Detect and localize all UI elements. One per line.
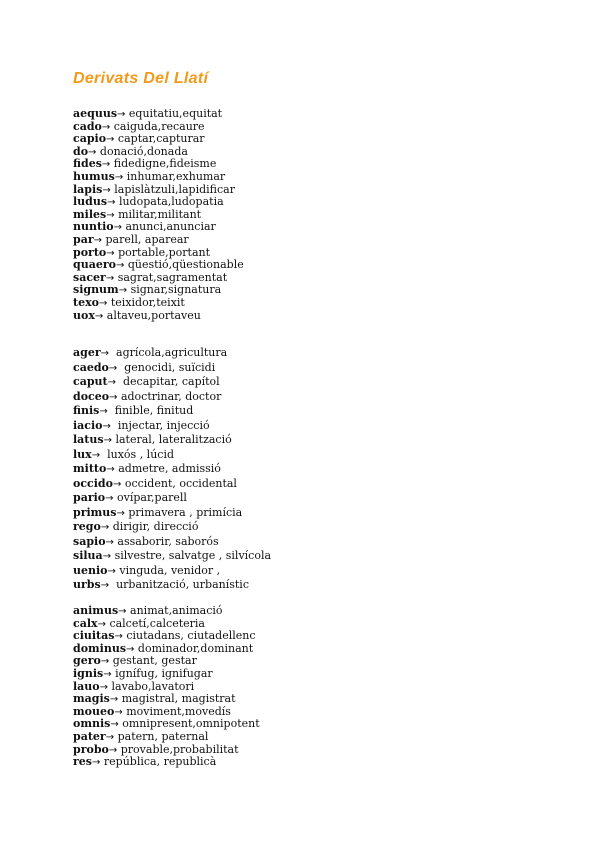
derivative-words: moviment,movedís <box>122 704 231 718</box>
word-entry <box>73 346 573 361</box>
arrow-icon: → <box>94 310 104 322</box>
arrow-icon: → <box>91 449 101 461</box>
arrow-icon: → <box>101 121 111 133</box>
derivative-words: signar,signatura <box>127 283 222 297</box>
latin-word: doceo <box>73 389 110 403</box>
latin-word: iacio <box>73 418 103 432</box>
arrow-icon: → <box>103 435 112 446</box>
latin-word: quaero <box>73 258 116 272</box>
latin-word: signum <box>73 283 119 297</box>
word-entry <box>73 535 573 550</box>
derivative-words: caiguda,recaure <box>110 119 205 133</box>
arrow-icon: → <box>102 551 112 562</box>
latin-word: par <box>73 232 94 246</box>
word-entry <box>73 564 573 579</box>
latin-word: lauo <box>73 679 100 693</box>
arrow-icon: → <box>92 757 101 769</box>
derivative-words: anunci,anunciar <box>121 220 216 234</box>
derivative-words: lavabo,lavatori <box>108 679 195 693</box>
arrow-icon: → <box>114 706 123 718</box>
arrow-icon: → <box>106 209 115 221</box>
arrow-icon: → <box>126 643 135 655</box>
latin-word: silua <box>73 549 103 562</box>
latin-word: primus <box>73 505 117 519</box>
arrow-icon: → <box>102 420 111 432</box>
word-entry <box>73 448 573 463</box>
derivative-words: ludopata,ludopatia <box>115 195 224 209</box>
arrow-icon: → <box>100 656 110 668</box>
latin-word: gero <box>73 654 101 668</box>
derivative-words: admetre, admissió <box>114 462 221 475</box>
arrow-icon: → <box>113 222 122 234</box>
latin-word: nuntio <box>73 220 114 234</box>
arrow-icon: → <box>117 109 126 120</box>
arrow-icon: → <box>93 234 103 246</box>
latin-word: uox <box>73 308 95 322</box>
word-entry <box>73 390 573 405</box>
latin-word: pario <box>73 491 106 504</box>
derivative-words: inhumar,exhumar <box>123 169 226 183</box>
latin-word: finis <box>73 404 100 417</box>
arrow-icon: → <box>100 522 110 533</box>
arrow-icon: → <box>105 731 115 743</box>
arrow-icon: → <box>102 184 111 196</box>
latin-word: res <box>73 755 92 769</box>
derivative-words: genocidi, suïcidi <box>117 360 216 374</box>
latin-word: do <box>73 144 89 158</box>
derivative-words: dirigir, direcció <box>109 520 199 533</box>
latin-word: rego <box>73 520 101 533</box>
latin-word: animus <box>73 604 119 617</box>
arrow-icon: → <box>101 159 111 171</box>
word-entry <box>73 462 573 477</box>
derivative-words: assaborir, saborós <box>113 534 219 548</box>
latin-word: occido <box>73 476 113 490</box>
arrow-icon: → <box>112 478 122 490</box>
arrow-icon: → <box>105 272 115 284</box>
derivative-words: occident, occidental <box>121 476 237 490</box>
latin-word: probo <box>73 742 109 756</box>
arrow-icon: → <box>97 618 106 630</box>
arrow-icon: → <box>105 493 114 504</box>
word-entry <box>73 477 573 492</box>
latin-word: fides <box>73 157 102 171</box>
derivative-words: sagrat,sagramentat <box>114 270 228 284</box>
latin-word: caedo <box>73 360 109 374</box>
derivative-words: lapislàtzuli,lapidificar <box>110 182 235 196</box>
word-group-3 <box>73 605 573 769</box>
word-entry <box>73 404 573 419</box>
derivative-words: finible, finitud <box>107 404 194 417</box>
derivative-words: portable,portant <box>114 245 211 259</box>
derivative-words: agrícola,agricultura <box>109 346 228 359</box>
latin-word: aequus <box>73 107 118 120</box>
word-entry <box>73 361 573 376</box>
arrow-icon: → <box>110 719 119 731</box>
word-group-2 <box>73 346 573 593</box>
arrow-icon: → <box>107 377 116 388</box>
latin-word: capio <box>73 132 107 146</box>
arrow-icon: → <box>106 464 115 475</box>
arrow-icon: → <box>115 260 125 272</box>
latin-word: lux <box>73 447 92 461</box>
arrow-icon: → <box>116 507 125 519</box>
derivative-words: omnipresent,omnipotent <box>118 717 260 731</box>
derivative-words: provable,probabilitat <box>117 742 239 756</box>
derivative-words: luxós , lúcid <box>100 447 175 461</box>
arrow-icon: → <box>109 391 118 403</box>
latin-word: uenio <box>73 563 108 577</box>
word-entry <box>73 578 573 593</box>
arrow-icon: → <box>105 536 114 548</box>
latin-word: urbs <box>73 578 101 591</box>
arrow-icon: → <box>118 285 128 297</box>
latin-word: calx <box>73 616 98 630</box>
word-entry <box>73 506 573 521</box>
derivative-words: militar,militant <box>114 207 202 221</box>
latin-word: lapis <box>73 182 103 196</box>
latin-word: caput <box>73 375 108 388</box>
arrow-icon: → <box>99 681 109 693</box>
arrow-icon: → <box>108 362 118 374</box>
word-group-1 <box>73 108 573 322</box>
latin-word: pater <box>73 729 106 743</box>
derivative-words: altaveu,portaveu <box>103 308 201 322</box>
derivative-words: vinguda, venidor , <box>115 563 221 577</box>
latin-word: ager <box>73 346 101 359</box>
derivative-words: injectar, injecció <box>110 418 210 432</box>
word-entry <box>73 756 573 769</box>
word-entry <box>73 310 573 323</box>
derivative-words: fidedigne,fideisme <box>110 157 217 171</box>
derivative-words: gestant, gestar <box>109 654 197 668</box>
latin-word: texo <box>73 295 99 309</box>
arrow-icon: → <box>106 247 115 259</box>
arrow-icon: → <box>103 668 112 680</box>
latin-word: cado <box>73 119 102 133</box>
arrow-icon: → <box>98 297 108 309</box>
derivative-words: animat,animació <box>126 604 223 617</box>
latin-word: dominus <box>73 641 127 655</box>
arrow-icon: → <box>99 406 108 417</box>
arrow-icon: → <box>100 348 110 359</box>
derivative-words: dominador,dominant <box>134 641 254 655</box>
latin-word: humus <box>73 169 115 183</box>
derivative-words: ciutadans, ciutadellenc <box>122 629 256 643</box>
arrow-icon: → <box>114 631 123 643</box>
arrow-icon: → <box>108 744 118 756</box>
latin-word: mitto <box>73 462 107 475</box>
latin-word: porto <box>73 245 107 259</box>
derivative-words: parell, aparear <box>102 232 189 246</box>
word-entry <box>73 419 573 434</box>
latin-word: miles <box>73 207 107 221</box>
derivative-words: urbanització, urbanístic <box>109 578 249 591</box>
derivative-words: captar,capturar <box>114 132 205 146</box>
latin-word: magis <box>73 692 110 706</box>
derivative-words: adoctrinar, doctor <box>117 389 222 403</box>
derivative-words: calcetí,calceteria <box>105 616 205 630</box>
arrow-icon: → <box>100 580 110 591</box>
derivative-words: qüestió,qüestionable <box>124 258 244 272</box>
derivative-words: donació,donada <box>96 144 188 158</box>
latin-word: sapio <box>73 534 106 548</box>
arrow-icon: → <box>88 146 97 158</box>
arrow-icon: → <box>109 694 119 706</box>
latin-word: ciuitas <box>73 629 115 643</box>
derivative-words: lateral, lateralització <box>111 433 232 446</box>
arrow-icon: → <box>107 197 116 209</box>
derivative-words: ovípar,parell <box>113 491 187 504</box>
word-entry <box>73 433 573 448</box>
derivative-words: patern, paternal <box>114 729 209 743</box>
derivative-words: república, republicà <box>100 755 217 769</box>
arrow-icon: → <box>106 134 115 146</box>
latin-word: omnis <box>73 717 111 731</box>
latin-word: ignis <box>73 666 104 680</box>
latin-word: moueo <box>73 704 115 718</box>
latin-word: ludus <box>73 195 108 209</box>
derivative-words: magistral, magistrat <box>118 692 236 706</box>
derivative-words: equitatiu,equitat <box>125 107 223 120</box>
latin-word: latus <box>73 433 104 446</box>
arrow-icon: → <box>114 171 124 183</box>
word-entry <box>73 549 573 564</box>
latin-word: sacer <box>73 270 106 284</box>
derivative-words: primavera , primícia <box>124 505 243 519</box>
word-entry <box>73 520 573 535</box>
derivative-words: teixidor,teixit <box>107 295 185 309</box>
arrow-icon: → <box>107 565 116 577</box>
derivative-words: decapitar, capítol <box>116 375 220 388</box>
word-entry <box>73 375 573 390</box>
derivative-words: ignífug, ignifugar <box>111 666 213 680</box>
derivative-words: silvestre, salvatge , silvícola <box>111 549 272 562</box>
arrow-icon: → <box>118 606 127 617</box>
word-entry <box>73 491 573 506</box>
page-title: Derivats Del Llatí <box>73 70 209 87</box>
